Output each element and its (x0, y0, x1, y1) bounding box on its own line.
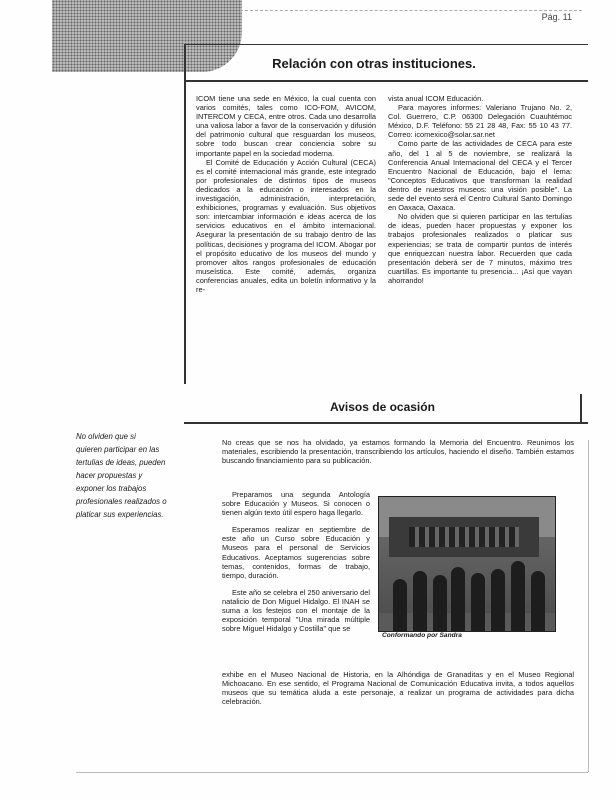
relacion-left-paragraph: ICOM tiene una sede en México, la cual cuenta con varios comités, tales como ICO-FOM, AVICOM, INTERCOM y CECA, entre otros. Cada uno desarrolla una valiosa labor a favor de la conservación y difusión del patrimonio cultural que resguardan los museos, sobre todo buscan crear conciencia sobre su importante papel en la sociedad moderna. (196, 94, 376, 158)
photo-caption: Conformando por Sandra (382, 632, 462, 639)
page-number: Pág. 11 (541, 12, 572, 22)
relacion-left-column (196, 94, 376, 294)
page-frame-right (588, 440, 589, 772)
relacion-right-paragraph: No olviden que si quieren participar en las tertulias de ideas, pueden hacer propuestas y exponer los trabajos profesionales realizados o platicar sus experiencias; se trata de compartir puntos de interés que enriquezcan nuestra labor. Recuerden que cada presentación deberá ser de 7 minutos, máximo tres cuartillas. Es importante tu presencia... ¡Así que vayan ahorrando! (388, 212, 572, 285)
sidebar-line: platicar sus experiencias. (76, 510, 164, 519)
sidebar-line: profesionales realizados o (76, 497, 167, 506)
avisos-paragraph: Preparamos una segunda Antología sobre Educación y Museos. Si conocen o tienen algún texto útil espero haga llegarlo. (222, 490, 370, 518)
sidebar-line: quieren participar en las (76, 445, 160, 454)
avisos-right-border (580, 394, 582, 422)
avisos-intro (222, 438, 574, 465)
avisos-paragraph: Este año se celebra el 250 aniversario del natalicio de Don Miguel Hidalgo. El INAH se suma a los festejos con el montaje de la exposición temporal "Una mirada múltiple sobre Miguel Hidalgo y Costilla" que se (222, 587, 370, 634)
avisos-title-rule (184, 422, 588, 424)
avisos-intro-paragraph: No creas que se nos ha olvidado, ya estamos formando la Memoria del Encuentro. Reunimos los materiales, escribiendo la presentación, transcribiendo los artículos, haciendo el diseño. También estamos buscando financiamiento para su publicación. (222, 438, 574, 466)
event-photo (378, 496, 556, 632)
relacion-top-border (184, 44, 588, 45)
avisos-closing (222, 670, 574, 706)
sidebar-line: exponer los trabajos (76, 484, 147, 493)
avisos-closing-paragraph: exhibe en el Museo Nacional de Historia, en la Alhóndiga de Granaditas y en el Museo Regional Michoacano. En ese sentido, el Programa Nacional de Comunicación Educativa invita, a todos aquellos museos que su temática aluda a este personaje, a realizar un programa de actividades para dicha celebración. (222, 670, 574, 707)
relacion-title: Relación con otras instituciones. (272, 56, 476, 71)
relacion-right-paragraph: vista anual ICOM Educación. (388, 94, 484, 103)
relacion-right-column (388, 94, 572, 285)
avisos-narrow-column (222, 490, 370, 633)
sidebar-line: No olviden que si (76, 432, 136, 441)
relacion-left-paragraph: El Comité de Educación y Acción Cultural (CECA) es el comité internacional más grande, este integrado por profesionales de distintos tipos de museos dedicados a la educación o interesados en la investigación, administración, interpretación, exhibiciones, programas y evaluación. Sus objetivos son: intercambiar información e ideas acerca de los servicios educativos en el ámbito internacional. Asegurar la presentación de su trabajo dentro de las políticas, decisiones y programa del ICOM. Abogar por el propósito educativo de los museos del mundo y promover altos rangos profesionales de educación museística. Este comité, además, organiza conferencias anuales, edita un boletín informativo y la re- (196, 157, 376, 294)
relacion-right-paragraph: Como parte de las actividades de CECA para este año, del 1 al 5 de noviembre, se realizará la Conferencia Anual Internacional del CECA y el Tercer Encuentro Nacional de Educación, bajo el lema: "Conceptos Educativos que transforman la realidad dentro de nuestros museos: una visión posible". La sede del evento será el Centro Cultural Santo Domingo en Oaxaca, Oaxaca. (388, 139, 572, 213)
sidebar-callout (76, 430, 176, 521)
sidebar-line: tertulias de ideas, pueden (76, 458, 166, 467)
relacion-title-rule (184, 80, 588, 82)
sidebar-line: hacer propuestas y (76, 471, 143, 480)
avisos-title: Avisos de ocasión (330, 400, 435, 414)
relacion-right-paragraph: Para mayores informes: Valeriano Trujano No. 2, Col. Guerrero, C.P. 06300 Delegación Cuauhtémoc México, D.F. Teléfono: 55 21 28 48, Fax: 55 10 43 77. Correo: icomexico@solar.sar.net (388, 103, 572, 140)
top-dashed-rule (240, 10, 582, 11)
page-frame-bottom (76, 772, 588, 773)
avisos-paragraph: Esperamos realizar en septiembre de este año un Curso sobre Educación y Museos para el personal de Servicios Educativos. Aceptamos sugerencias sobre temas, contenidos, formas de trabajo, tiempo, duración. (222, 525, 370, 580)
